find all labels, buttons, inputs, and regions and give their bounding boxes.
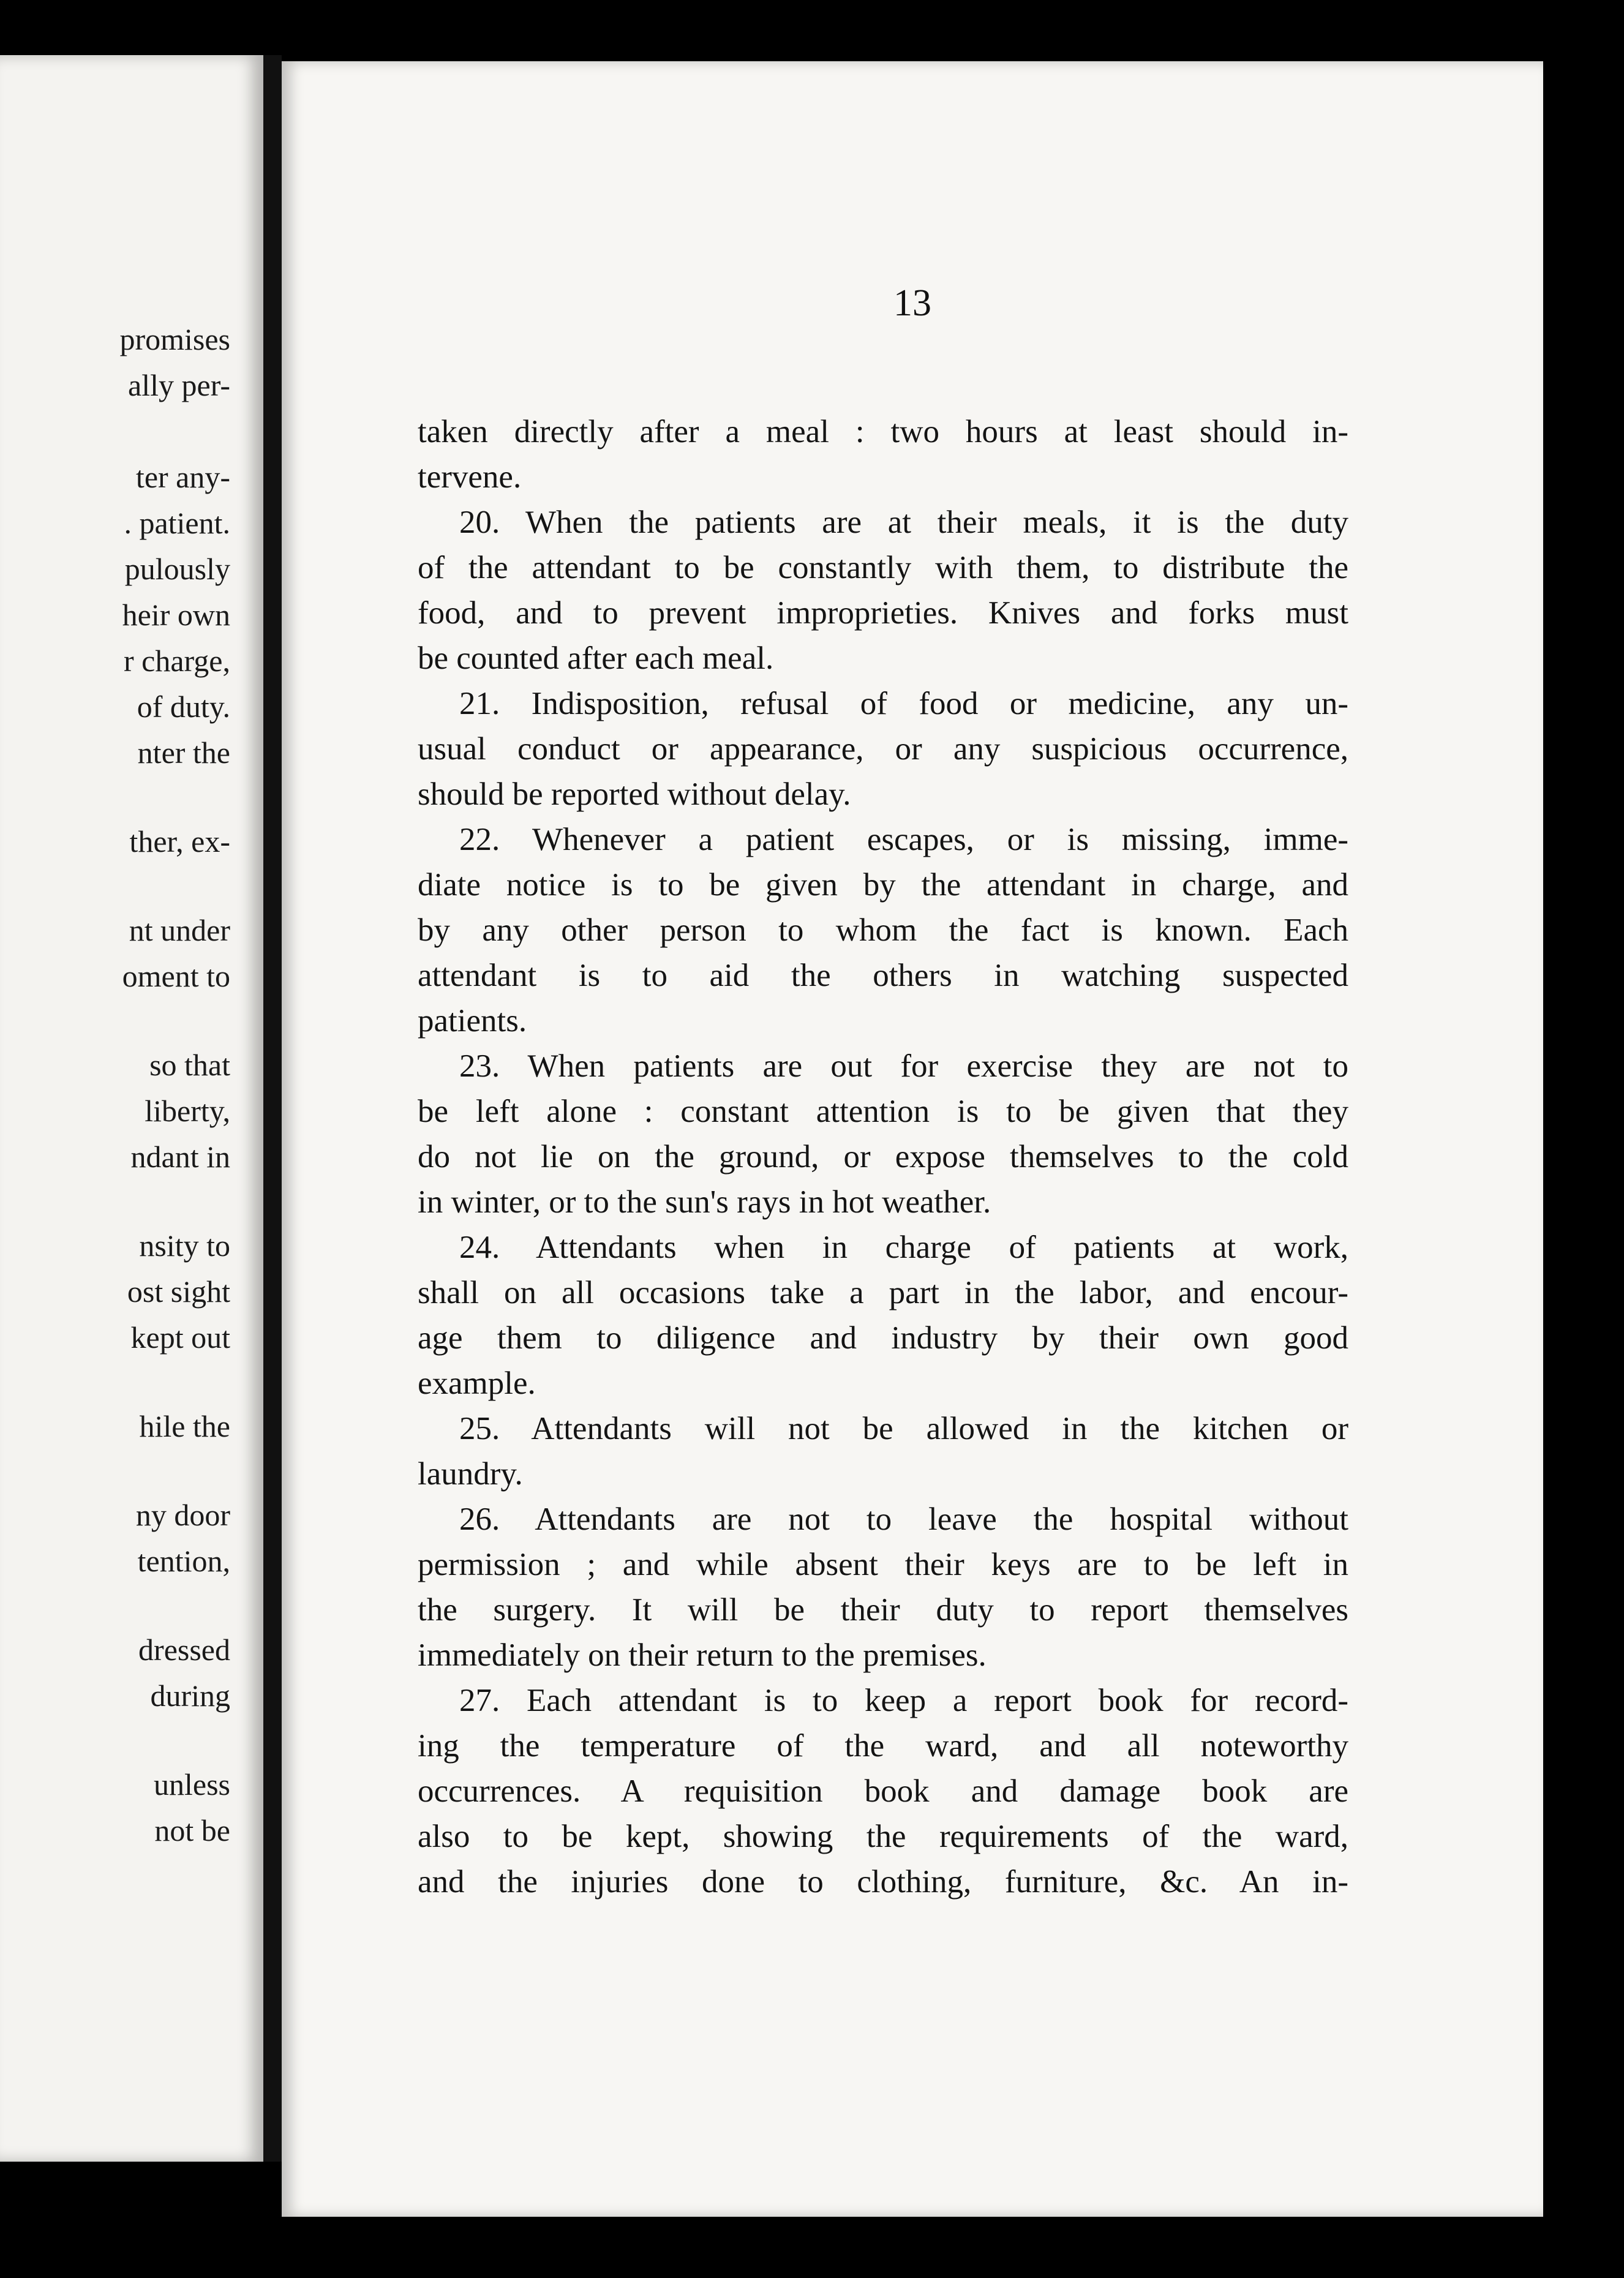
text-line: 21. Indisposition, refusal of food or medicine, any un- (459, 686, 1348, 721)
page-number: 13 (893, 282, 931, 324)
left-page-line: heir own (122, 598, 230, 632)
text-line: food, and to prevent improprieties. Knives and forks must (418, 595, 1348, 631)
left-page-line: so that (149, 1048, 230, 1082)
left-page-line: unless (154, 1767, 230, 1802)
text-line: shall on all occasions take a part in the labor, and encour- (418, 1275, 1348, 1310)
paragraph (418, 1225, 1348, 1406)
text-line: in winter, or to the sun's rays in hot weather. (418, 1184, 991, 1220)
left-page-line: ter any- (135, 460, 230, 494)
left-page-line: . patient. (124, 506, 230, 540)
text-line: also to be kept, showing the requirements of the ward, (418, 1819, 1348, 1854)
text-line: should be reported without delay. (418, 776, 851, 812)
text-line: age them to diligence and industry by their own good (418, 1320, 1348, 1356)
text-line: the surgery. It will be their duty to report themselves (418, 1592, 1348, 1628)
left-page-line: ost sight (127, 1274, 230, 1309)
left-page-line: nter the (137, 735, 230, 770)
left-page-line: hile the (139, 1409, 230, 1443)
text-line: laundry. (418, 1456, 523, 1492)
left-page-line: ally per- (128, 368, 230, 402)
paragraph (418, 681, 1348, 817)
paragraph (418, 409, 1348, 500)
text-line: occurrences. A requisition book and damage book are (418, 1773, 1348, 1809)
left-page-line: kept out (130, 1320, 230, 1355)
text-line: example. (418, 1366, 536, 1401)
text-line: do not lie on the ground, or expose themselves to the cold (418, 1139, 1348, 1175)
text-line: 27. Each attendant is to keep a report book for record- (459, 1683, 1348, 1718)
text-line: attendant is to aid the others in watching suspected (418, 958, 1348, 993)
left-page-line: ndant in (130, 1140, 230, 1174)
paragraph (418, 1406, 1348, 1497)
text-line: diate notice is to be given by the attendant in charge, and (418, 867, 1348, 903)
text-line: be left alone : constant attention is to be given that they (418, 1094, 1348, 1129)
left-page-line: of duty. (137, 690, 230, 724)
left-page-line: oment to (122, 959, 230, 993)
left-page-line: during (150, 1678, 230, 1713)
left-page-line: dressed (138, 1633, 230, 1667)
paragraph (418, 1678, 1348, 1904)
left-facing-page (0, 55, 263, 2162)
text-line: and the injuries done to clothing, furniture, &c. An in- (418, 1864, 1348, 1900)
text-line: patients. (418, 1003, 527, 1039)
text-line: 20. When the patients are at their meals, it is the duty (459, 505, 1348, 540)
text-line: 23. When patients are out for exercise they are not to (459, 1048, 1348, 1084)
left-page-line: tention, (137, 1544, 230, 1578)
text-line: be counted after each meal. (418, 641, 774, 676)
text-line: 26. Attendants are not to leave the hospital without (459, 1502, 1348, 1537)
body-text (418, 409, 1348, 1904)
left-page-line: r charge, (124, 644, 230, 678)
paragraph (418, 1043, 1348, 1225)
text-line: 22. Whenever a patient escapes, or is missing, imme- (459, 822, 1348, 857)
text-line: 24. Attendants when in charge of patients at work, (459, 1230, 1348, 1265)
book-gutter (263, 55, 282, 2162)
text-line: of the attendant to be constantly with them, to distribute the (418, 550, 1348, 585)
left-page-line: pulously (124, 552, 230, 586)
text-line: by any other person to whom the fact is known. Each (418, 912, 1348, 948)
paragraph (418, 1497, 1348, 1678)
text-line: tervene. (418, 459, 522, 495)
right-page (282, 61, 1543, 2217)
text-line: immediately on their return to the premises. (418, 1637, 987, 1673)
left-page-line: liberty, (145, 1094, 230, 1128)
text-line: ing the temperature of the ward, and all noteworthy (418, 1728, 1348, 1764)
left-page-line: promises (119, 322, 230, 356)
left-page-line: ny door (135, 1498, 230, 1532)
left-page-line: ther, ex- (129, 824, 230, 859)
text-line: taken directly after a meal : two hours at least should in- (418, 414, 1348, 449)
left-page-line: nt under (129, 913, 230, 947)
paragraph (418, 817, 1348, 1043)
text-line: permission ; and while absent their keys are to be left in (418, 1547, 1348, 1582)
left-page-line: not be (154, 1813, 230, 1848)
paragraph (418, 500, 1348, 681)
left-page-line: nsity to (139, 1228, 230, 1263)
text-line: usual conduct or appearance, or any suspicious occurrence, (418, 731, 1348, 767)
text-line: 25. Attendants will not be allowed in the kitchen or (459, 1411, 1348, 1446)
